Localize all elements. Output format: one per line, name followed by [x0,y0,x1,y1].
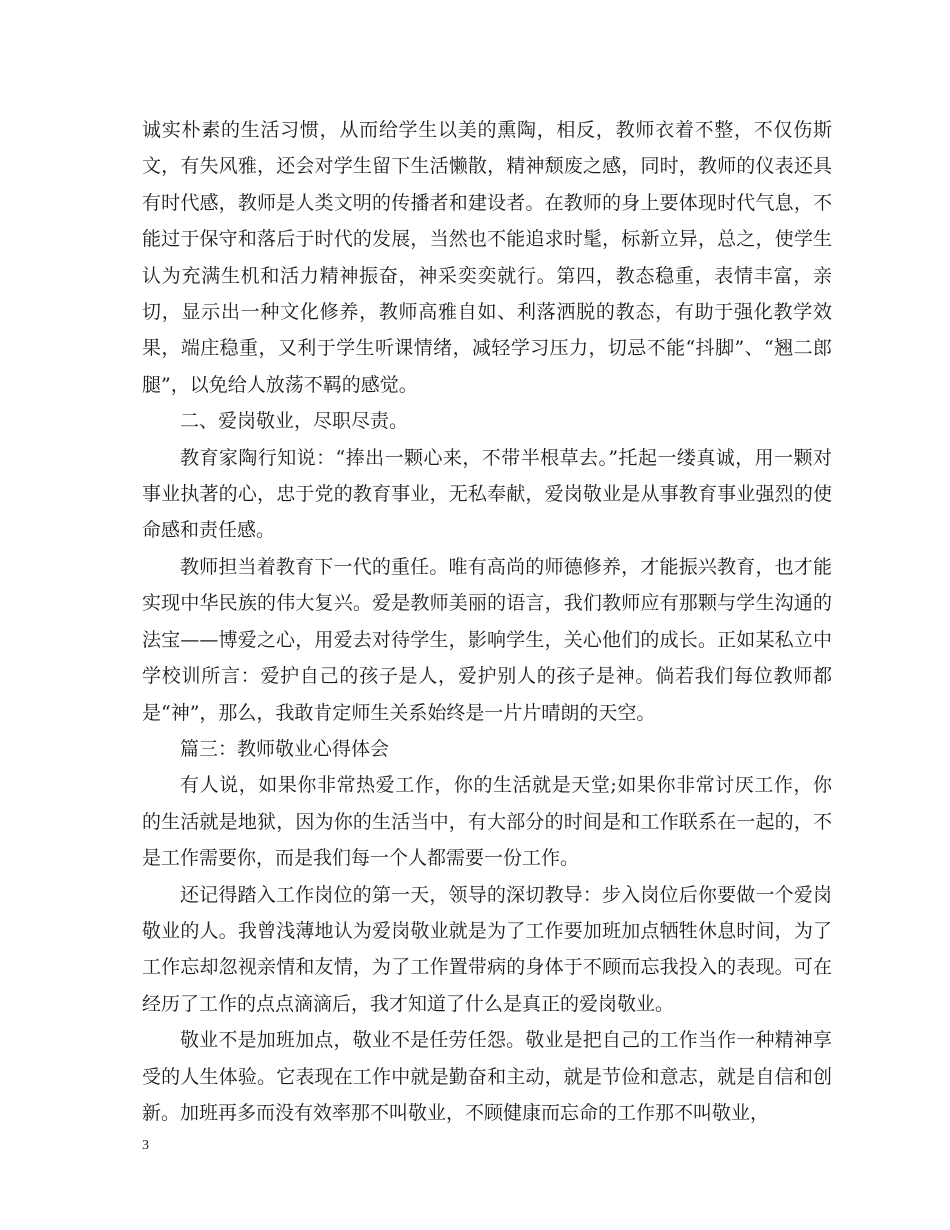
paragraph: 教师担当着教育下一代的重任。唯有高尚的师德修养，才能振兴教育，也才能实现中华民族的伟大复兴。爱是教师美丽的语言，我们教师应有那颗与学生沟通的法宝——博爱之心，用爱去对待学生，影响学生，关心他们的成长。正如某私立中学校训所言：爱护自己的孩子是人，爱护别人的孩子是神。倘若我们每位教师都是“神”，那么，我敢肯定师生关系始终是一片片晴朗的天空。 [142,555,832,724]
body-text [142,112,832,1131]
chapter-heading: 篇三：教师敬业心得体会 [180,737,390,760]
paragraph: 诚实朴素的生活习惯，从而给学生以美的熏陶，相反，教师衣着不整，不仅伤斯文，有失风雅，还会对学生留下生活懒散，精神颓废之感，同时，教师的仪表还具有时代感，教师是人类文明的传播者和建设者。在教师的身上要体现时代气息，不能过于保守和落后于时代的发展，当然也不能追求时髦，标新立异，总之，使学生认为充满生机和活力精神振奋，神采奕奕就行。第四，教态稳重，表情丰富，亲切，显示出一种文化修养，教师高雅自如、利落洒脱的教态，有助于强化教学效果，端庄稳重，又利于学生听课情绪，减轻学习压力，切忌不能“抖脚”、“翘二郎腿”，以免给人放荡不羁的感觉。 [142,119,832,396]
paragraph: 有人说，如果你非常热爱工作，你的生活就是天堂;如果你非常讨厌工作，你的生活就是地狱，因为你的生活当中，有大部分的时间是和工作联系在一起的，不是工作需要你，而是我们每一个人都需要一份工作。 [142,774,832,870]
paragraph: 敬业不是加班加点，敬业不是任劳任怨。敬业是把自己的工作当作一种精神享受的人生体验。它表现在工作中就是勤奋和主动，就是节俭和意志，就是自信和创新。加班再多而没有效率那不叫敬业，不顾健康而忘命的工作那不叫敬业， [142,1029,832,1124]
paragraph: 教育家陶行知说：“捧出一颗心来，不带半根草去。”托起一缕真诚，用一颗对事业执著的心，忠于党的教育事业，无私奉献，爱岗敬业是从事教育事业强烈的使命感和责任感。 [142,446,832,542]
paragraph: 还记得踏入工作岗位的第一天，领导的深切教导：步入岗位后你要做一个爱岗敬业的人。我曾浅薄地认为爱岗敬业就是为了工作要加班加点牺牲休息时间，为了工作忘却忽视亲情和友情，为了工作置带病的身体于不顾而忘我投入的表现。可在经历了工作的点点滴滴后，我才知道了什么是真正的爱岗敬业。 [142,883,832,1015]
page-number: 3 [142,1138,149,1153]
section-heading: 二、爱岗敬业，尽职尽责。 [180,410,409,433]
